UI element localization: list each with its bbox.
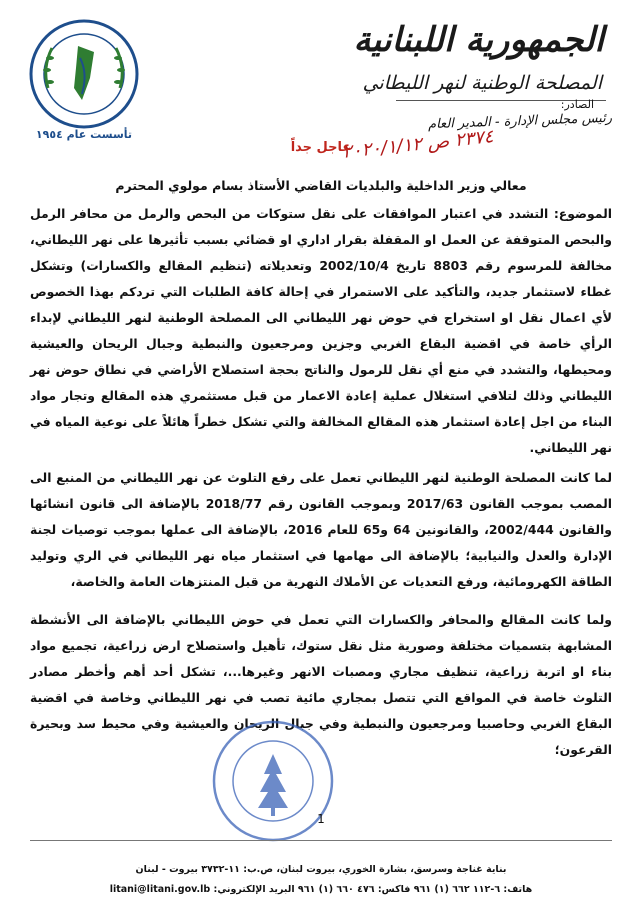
subject-text: التشدد في اعتبار الموافقات على نقل ستوكات من البحص والرمل من محافر الرمل والبحص المتوقفة عن العمل او المقفلة بقرار اداري او قضائي بسبب تأثيرها على نهر الليطاني، مخالفة للمرسوم رقم 8803 تاريخ 2002/10/4 وتعديلاته (تنظيم المقالع والكسارات) وتشكل غطاء لاستثمار جديد، والتأكيد على الاستمرار في إحالة كافة الطلبات التي تردكم بهذا الخصوص لأي اعمال نقل او استخراج في حوض نهر الليطاني الى المصلحة الوطنية لنهر الليطاني لإبداء الرأي خاصة في اقضية البقاع الغربي وجزين ومرجعيون والنبطية وجبال الريحان والعيشية ومحيطها، والتشدد في منع أي نقل للرمول والناتج بحجة استصلاح الأراضي في نطاق حوض نهر الليطاني وذلك لتلافي استغلال عملية إعادة الاعمار من قبل مستثمري هذه المقالع وتجار مواد البناء من اجل إعادة استثمار هذه المقالع المخالفة والتي تشكل خطراً هائلاً على نوعية المياه في نهر الليطاني. [30, 206, 612, 455]
handwritten-office: رئيس مجلس الإدارة - المدير العام [427, 110, 613, 133]
footer-contact [0, 884, 642, 895]
page-number: 1 [317, 812, 325, 826]
litani-logo-icon [28, 18, 140, 130]
header-title: الجمهورية اللبنانية [353, 20, 604, 60]
paragraph-quarries: ولما كانت المقالع والمحافر والكسارات التي تعمل في حوض الليطاني بالإضافة الى الأنشطة المشابهة بتسميات مختلفة وصورية مثل نقل ستوك، تأهيل واستصلاح ارض زراعية، تجميع مواد بناء او اتربة زراعية، تنظيف مجاري ومصبات الانهر وغيرها...، تشكل أحد أهم وأخطر مصادر التلوث خاصة في المواقع التي تتصل بمجاري مائية تصب في نهر الليطاني وخاصة في اقضية البقاع الغربي وحاصبيا ومرجعيون والنبطية وفي جبال الريحان والعيشية وفي محيط سد وبحيرة القرعون؛ [30, 612, 612, 757]
recipient-line: معالي وزير الداخلية والبلديات القاضي الأستاذ بسام مولوي المحترم [115, 178, 527, 193]
header-subtitle: المصلحة الوطنية لنهر الليطاني [362, 72, 602, 94]
paragraph-legal-basis: لما كانت المصلحة الوطنية لنهر الليطاني تعمل على رفع التلوث عن نهر الليطاني من المنبع الى المصب بموجب القانون 2017/63 وبموجب القانون رقم 2018/77 بالإضافة الى قانون انشائها والقانون 2002/444، والقانونين 64 و65 للعام 2016، بالإضافة الى عملها بموجب توصيات لجنة الإدارة والعدل والنيابية؛ بالإضافة الى مهامها في استثمار مياه نهر الليطاني في الري وتوليد الطاقة الكهرومائية، ورفع التعديات عن الأملاك النهرية من قبل المنتزهات العامة والخاصة، [30, 470, 612, 589]
footer-divider [30, 840, 612, 841]
urgent-label: عاجل جداً [290, 140, 352, 155]
footer-email-link[interactable]: litani@litani.gov.lb [109, 884, 211, 895]
subject-paragraph [30, 201, 612, 461]
footer-address: بناية غناجة وسرسق، بشارة الخوري، بيروت لبنان، ص.ب: ١١-٣٧٣٢ بيروت - لبنان [135, 864, 507, 875]
logo-caption: تأسست عام ١٩٥٤ [35, 128, 133, 141]
footer-contact-text: هاتف: ٦-١١٢ ٦٦٢ (١) ٩٦١ فاكس: ٤٧٦ ٦٦٠ (١) ٩٦١ البريد الإلكتروني: [213, 884, 533, 895]
issued-label: الصادر: [560, 98, 594, 111]
handwritten-reference-number: ٢٣٧٤ ص ٢٠٢٠/١/١٢ [341, 126, 495, 163]
subject-label: الموضوع: [553, 206, 612, 221]
